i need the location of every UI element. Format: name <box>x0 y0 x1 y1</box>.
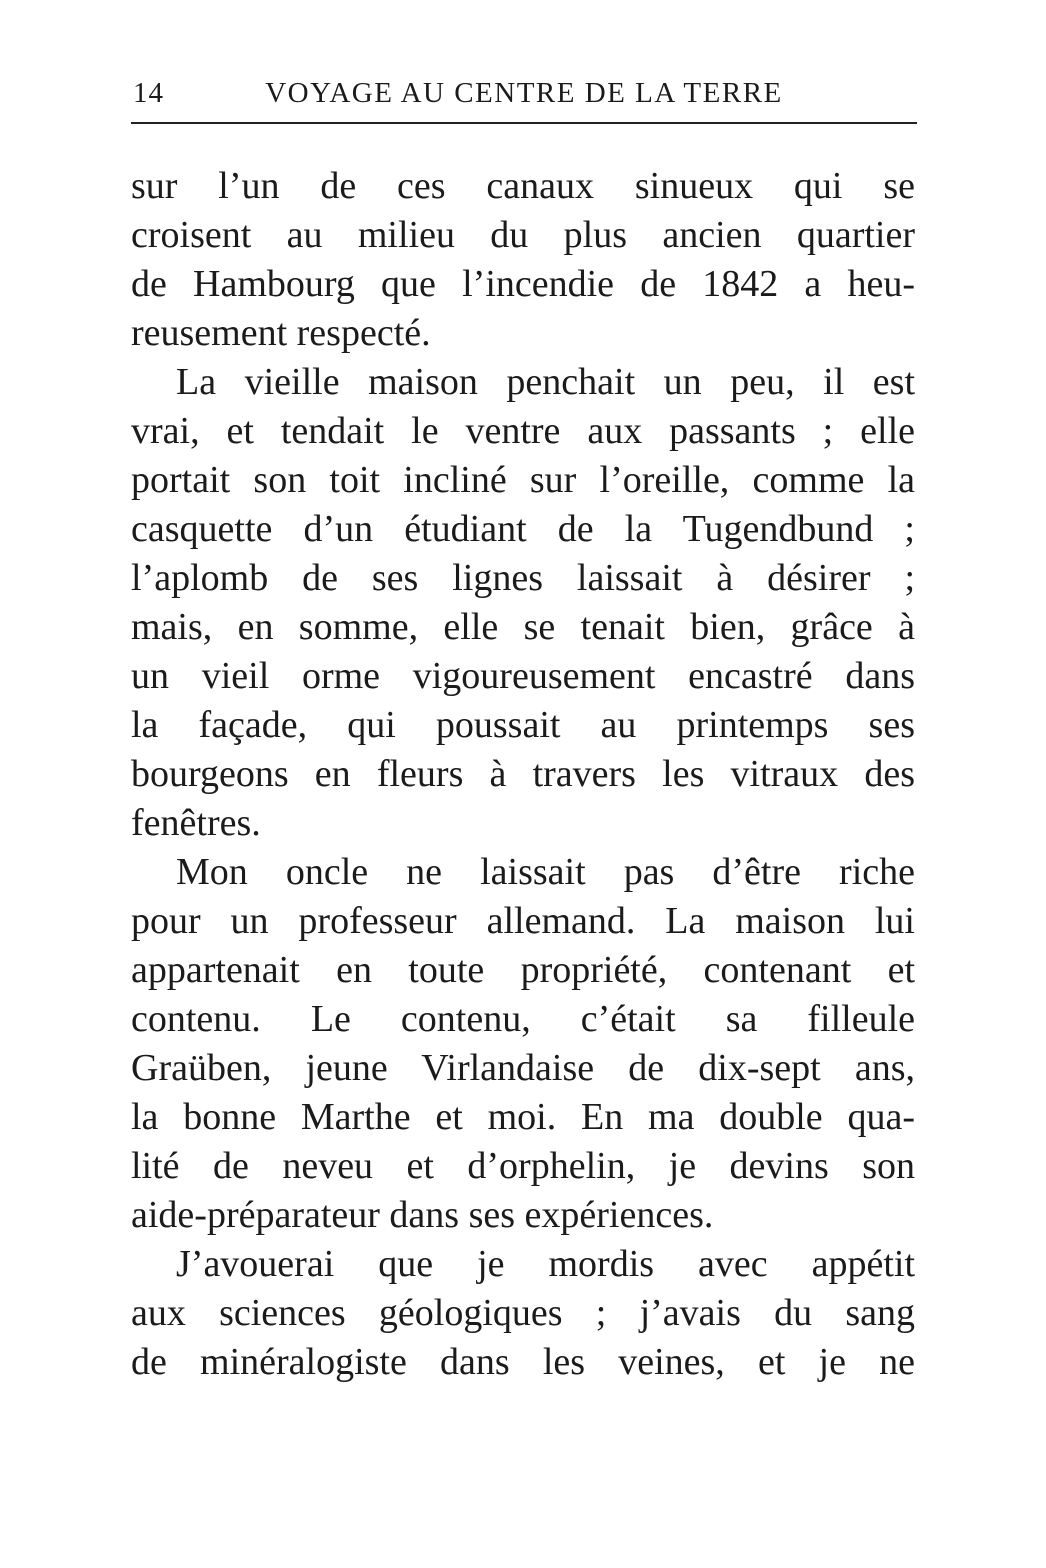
text-line: vrai, et tendait le ventre aux passants ; elle <box>131 410 915 452</box>
text-line: Graüben, jeune Virlandaise de dix-sept ans, <box>131 1047 915 1089</box>
text-line: J’avouerai que je mordis avec appétit <box>176 1243 915 1285</box>
text-line: La vieille maison penchait un peu, il est <box>176 361 915 403</box>
text-line: la bonne Marthe et moi. En ma double qua- <box>131 1096 915 1138</box>
text-line: portait son toit incliné sur l’oreille, comme la <box>131 459 915 501</box>
paragraph <box>131 162 915 358</box>
text-line: un vieil orme vigoureusement encastré dans <box>131 655 915 697</box>
paragraph <box>131 1240 915 1387</box>
text-line: fenêtres. <box>131 802 261 844</box>
text-line: Mon oncle ne laissait pas d’être riche <box>176 851 915 893</box>
text-line: l’aplomb de ses lignes laissait à désirer ; <box>131 557 915 599</box>
text-line: lité de neveu et d’orphelin, je devins son <box>131 1145 915 1187</box>
text-line: pour un professeur allemand. La maison lui <box>131 900 915 942</box>
text-line: casquette d’un étudiant de la Tugendbund ; <box>131 508 915 550</box>
text-line: sur l’un de ces canaux sinueux qui se <box>131 165 915 207</box>
text-line: appartenait en toute propriété, contenant et <box>131 949 915 991</box>
text-line: aux sciences géologiques ; j’avais du sang <box>131 1292 915 1334</box>
text-line: mais, en somme, elle se tenait bien, grâce à <box>131 606 915 648</box>
running-title: VOYAGE AU CENTRE DE LA TERRE <box>265 77 783 109</box>
page-number: 14 <box>133 77 164 109</box>
page-header <box>131 76 917 110</box>
text-line: de Hambourg que l’incendie de 1842 a heu- <box>131 263 915 305</box>
paragraph <box>131 358 915 848</box>
paragraph <box>131 848 915 1240</box>
page-body <box>131 162 915 1387</box>
header-rule <box>131 122 917 124</box>
text-line: de minéralogiste dans les veines, et je ne <box>131 1341 915 1383</box>
text-line: la façade, qui poussait au printemps ses <box>131 704 915 746</box>
text-line: bourgeons en fleurs à travers les vitraux des <box>131 753 915 795</box>
text-line: aide-préparateur dans ses expériences. <box>131 1194 714 1236</box>
text-line: contenu. Le contenu, c’était sa filleule <box>131 998 915 1040</box>
text-line: croisent au milieu du plus ancien quartier <box>131 214 915 256</box>
text-line: reusement respecté. <box>131 312 431 354</box>
